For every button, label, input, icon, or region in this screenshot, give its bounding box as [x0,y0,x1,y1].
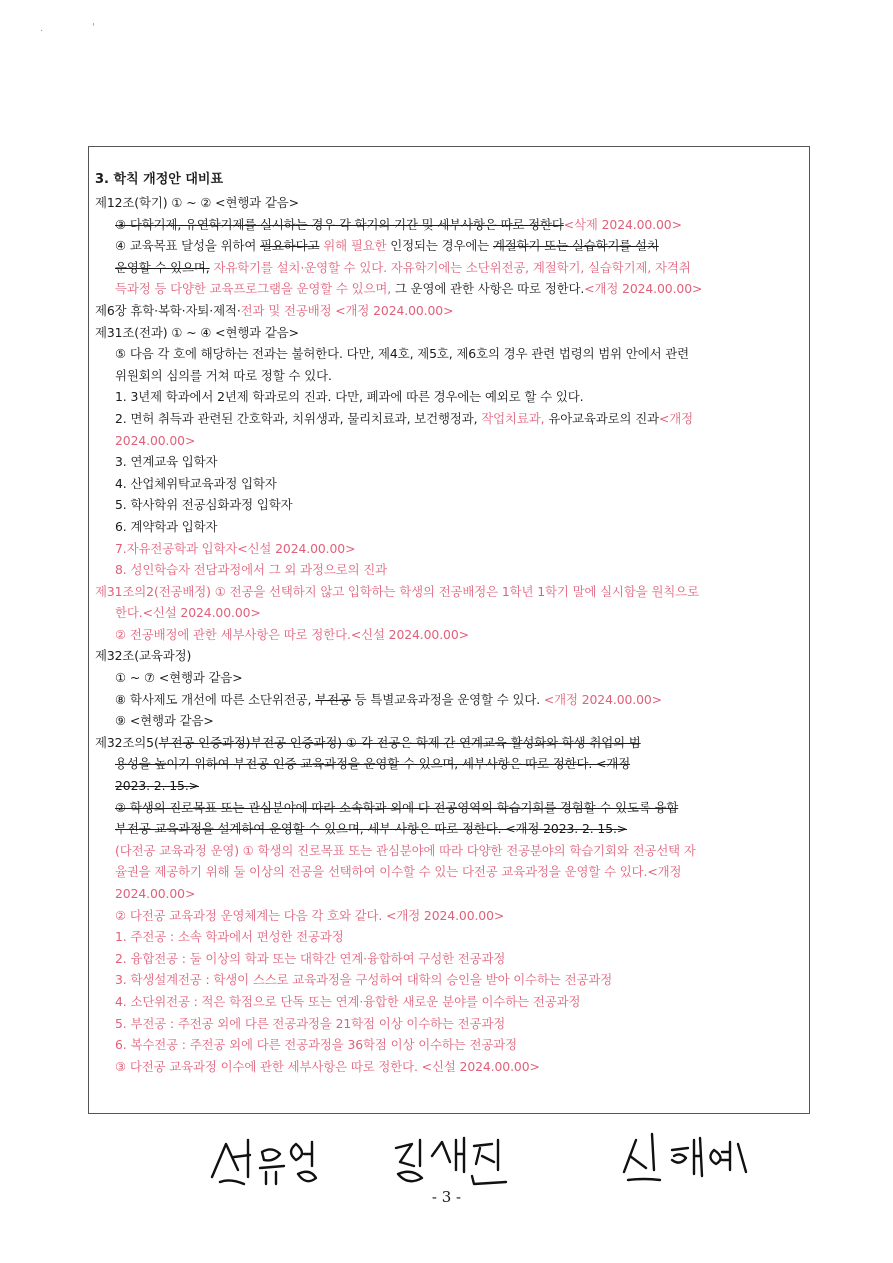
text-segment: ① ~ ⑦ <현행과 같음> [115,670,243,686]
text-line-l6 [95,300,803,322]
revised-text: 위해 필요한 [319,238,387,254]
text-segment: ⑧ 학사제도 개선에 따른 소단위전공, [115,691,316,707]
text-line-l39 [95,1013,803,1035]
text-segment: 그 운영에 관한 사항은 따로 정한다. [391,281,585,297]
amendment-comparison-box [88,146,810,1114]
text-line-l16 [95,516,803,538]
revised-text: 자유학기를 설치·운영할 수 있다. 자유학기에는 소단위전공, 계절학기, 실습학기제, 자격취 [209,259,691,275]
text-line-l29 [95,797,803,819]
text-segment: 제12조(학기) ① ~ ② <현행과 같음> [95,195,299,210]
text-line-l34 [95,905,803,927]
text-line-l20 [95,602,803,624]
deleted-text: 용성을 높이기 위하여 부전공 인증 교육과정을 운영할 수 있으며, 세부사항은 따로 정한다. <개정 [115,756,631,772]
revised-text: ② 다전공 교육과정 운영체계는 다음 각 호와 같다. <개정 2024.00.00> [115,907,505,923]
text-line-l28 [95,775,803,797]
text-segment: ⑤ 다음 각 호에 해당하는 전과는 불허한다. 다만, 제4호, 제5호, 제6호의 경우 관련 법령의 범위 안에서 관련 [115,346,690,362]
deleted-text: 부전공 인증과정)부전공 인증과정) ① 각 전공은 학제 간 연계교육 활성화와 학생 취업의 범 [158,734,641,750]
text-segment: 5. 학사학위 전공심화과정 입학자 [115,497,293,513]
revised-text: 7.자유전공학과 입학자<신설 2024.00.00> [115,540,356,556]
revised-text: 2. 융합전공 : 둘 이상의 학과 또는 대학간 연계·융합하여 구성한 전공과정 [115,950,506,966]
deleted-text: ③ 다학기제, 유연학기제를 실시하는 경우 각 학기의 기간 및 세부사항은 따로 정한다 [115,216,564,232]
text-segment: 6. 계약학과 입학자 [115,518,218,534]
text-segment: ④ 교육목표 달성을 위하여 [115,238,261,254]
revised-text: 득과정 등 다양한 교육프로그램을 운영할 수 있으며, [115,281,392,297]
text-line-l23 [95,667,803,689]
text-segment: 제6장 휴학·복학·자퇴·제적· [95,302,241,318]
text-segment: 제32조의5( [95,734,159,750]
text-line-l37 [95,969,803,991]
revised-text: 6. 복수전공 : 주전공 외에 다른 전공과정을 36학점 이상 이수하는 전공과정 [115,1037,517,1053]
signature-1 [212,1140,316,1184]
text-line-l9 [95,365,803,387]
revised-text: ② 전공배정에 관한 세부사항은 따로 정한다.<신설 2024.00.00> [115,626,469,642]
text-line-l4 [95,257,803,279]
text-line-l22 [95,645,803,667]
text-line-l2 [95,214,803,236]
revised-text: 8. 성인학습자 전담과정에서 그 외 과정으로의 진과 [115,562,388,578]
text-line-l8 [95,343,803,365]
revised-text: ③ 다전공 교육과정 이수에 관한 세부사항은 따로 정한다. <신설 2024.00.00> [115,1058,540,1074]
text-line-l15 [95,494,803,516]
text-segment: 제31조(전과) ① ~ ④ <현행과 같음> [95,324,299,340]
revised-text: 2024.00.00> [115,886,196,901]
deleted-text: 부전공 교육과정을 설계하여 운영할 수 있으며, 세부 사항은 따로 정한다. <개정 2023. 2. 15.> [115,821,628,837]
text-line-l21 [95,624,803,646]
revised-text: <개정 2024.00.00> [543,691,662,707]
text-segment: 1. 3년제 학과에서 2년제 학과로의 진과. 다만, 폐과에 따른 경우에는 예외로 할 수 있다. [115,389,584,405]
text-segment: 제32조(교육과정) [95,648,192,664]
revised-text: <개정 [659,410,694,426]
amendment-text-body [95,192,803,1077]
deleted-text: 운영할 수 있으며, [115,259,210,275]
text-line-l13 [95,451,803,473]
text-segment: 2. 면허 취득과 관련된 간호학과, 치위생과, 물리치료과, 보건행정과, [115,410,482,426]
text-line-l11 [95,408,803,430]
revised-text: <개정 2024.00.00> [584,281,703,297]
revised-text: 1. 주전공 : 소속 학과에서 편성한 전공과정 [115,929,344,945]
text-line-l7 [95,322,803,344]
handwritten-signatures [200,1122,800,1192]
deleted-text: 2023. 2. 15.> [115,778,199,794]
text-segment: 위원회의 심의를 거쳐 따로 정할 수 있다. [115,367,332,383]
revised-text: 4. 소단위전공 : 적은 학점으로 단독 또는 연계·융합한 새로운 분야를 이수하는 전공과정 [115,993,581,1009]
text-segment: ⑨ <현행과 같음> [115,713,214,729]
text-segment: 4. 산업체위탁교육과정 입학자 [115,475,277,491]
text-line-l33 [95,883,803,905]
text-line-l14 [95,473,803,495]
text-line-l26 [95,732,803,754]
text-line-l19 [95,581,803,603]
signature-3 [624,1134,746,1180]
text-line-l24 [95,689,803,711]
revised-text: 전과 및 전공배정 <개정 2024.00.00> [240,302,454,318]
text-segment: 유아교육과로의 진과 [544,410,659,426]
deleted-text: 부전공 [315,691,351,707]
text-line-l40 [95,1034,803,1056]
text-line-l5 [95,278,803,300]
deleted-text: 계절학기 또는 실습학기를 설치 [492,238,659,254]
text-line-l41 [95,1056,803,1078]
deleted-text: 필요하다고 [260,238,320,254]
revised-text: (다전공 교육과정 운영) ① 학생의 진로목표 또는 관심분야에 따라 다양한 전공분야의 학습기회와 전공선택 자 [115,842,696,858]
text-line-l36 [95,948,803,970]
text-line-l32 [95,861,803,883]
revised-text: 한다.<신설 2024.00.00> [115,605,261,621]
text-line-l10 [95,386,803,408]
signature-row [200,1122,800,1192]
revised-text: 3. 학생설계전공 : 학생이 스스로 교육과정을 구성하여 대학의 승인을 받아 이수하는 전공과정 [115,972,613,988]
text-line-l25 [95,710,803,732]
text-line-l1 [95,192,803,214]
text-segment: 등 특별교육과정을 운영할 수 있다. [350,691,544,707]
revised-text: 제31조의2(전공배정) ① 전공을 선택하지 않고 입학하는 학생의 전공배정은 1학년 1학기 말에 실시함을 원칙으로 [95,583,699,599]
text-segment: 3. 연계교육 입학자 [115,454,218,470]
revised-text: <삭제 2024.00.00> [563,216,682,232]
revised-text: 작업치료과, [481,410,545,426]
text-segment: 인정되는 경우에는 [386,238,493,254]
scan-mark: · [40,26,44,37]
revised-text: 율권을 제공하기 위해 둘 이상의 전공을 선택하여 이수할 수 있는 다전공 교육과정을 운영할 수 있다.<개정 [115,864,682,880]
revised-text: 5. 부전공 : 주전공 외에 다른 전공과정을 21학점 이상 이수하는 전공과정 [115,1015,506,1031]
text-line-l18 [95,559,803,581]
signature-2 [396,1138,506,1184]
section-title: 3. 학칙 개정안 대비표 [95,172,224,187]
text-line-l17 [95,538,803,560]
deleted-text: ② 학생의 진로목표 또는 관심분야에 따라 소속학과 외에 다 전공영역의 학습기회를 경험할 수 있도록 융합 [115,799,679,815]
revised-text: 2024.00.00> [115,432,196,448]
text-line-l3 [95,235,803,257]
text-line-l12 [95,430,803,452]
scan-mark: ' [92,22,95,33]
text-line-l38 [95,991,803,1013]
text-line-l31 [95,840,803,862]
text-line-l27 [95,753,803,775]
text-line-l35 [95,926,803,948]
text-line-l30 [95,818,803,840]
page-number: - 3 - [431,1188,462,1206]
